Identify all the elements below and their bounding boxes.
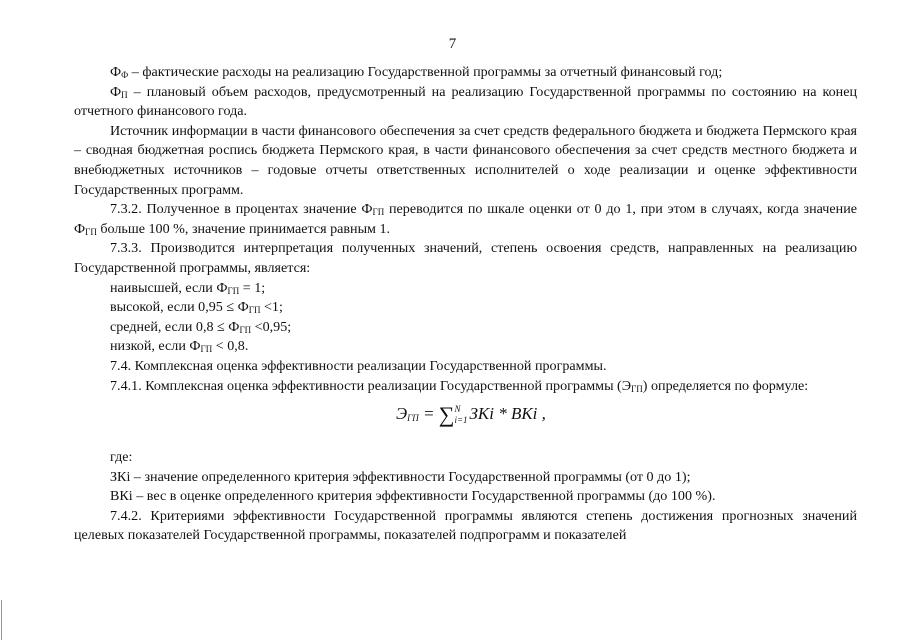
clause-7-4-2: 7.4.2. Критериями эффективности Государственной программы являются степень достижения прогнозных значений целевых показателей Государственной программы, показателей подпрограмм и показателей bbox=[74, 507, 857, 544]
level-highest: наивысшей, если $Ф_{ГП} = 1$; bbox=[110, 279, 266, 296]
efficiency-formula: $Э_{ГП}$ = ∑ N i=1 ЗКi * ВКi , bbox=[396, 402, 546, 428]
clause-7-3-2: 7.3.2. Полученное в процентах значение $Ф_{ГП}$ переводится по шкале оценки от 0 до 1, при этом в случаях, когда значение $Ф_{ГП}$ больше 100 %, значение принимается равным 1. bbox=[74, 201, 857, 237]
level-high: высокой, если $0,95 \le Ф_{ГП} <1$; bbox=[110, 299, 283, 316]
information-source-paragraph: Источник информации в части финансового обеспечения за счет средств федерального бюджета и бюджета Пермского края – сводная бюджетная роспись бюджета Пермского края, в части финансового обеспечения за счет средств местного бюджета и внебюджетных источников – годовые отчеты ответственных исполнителей о ходе реализации и оценке эффективности Государственных программ. bbox=[74, 122, 857, 198]
level-medium: средней, если $0,8 \le Ф_{ГП} <0,95$; bbox=[110, 318, 292, 335]
definition-zki: ЗКi – значение определенного критерия эффективности Государственной программы (от 0 до 1); bbox=[110, 468, 691, 485]
definition-vki: ВКi – вес в оценке определенного критерия эффективности Государственной программы (до 100 %). bbox=[110, 488, 716, 505]
clause-7-4: 7.4. Комплексная оценка эффективности реализации Государственной программы. bbox=[110, 357, 607, 374]
where-label: где: bbox=[110, 449, 133, 466]
clause-7-3-3: 7.3.3. Производится интерпретация полученных значений, степень освоения средств, направленных на реализацию Государственной программы, является: bbox=[74, 240, 857, 276]
definition-actual-expenses: $Ф_Ф$ – фактические расходы на реализацию Государственной программы за отчетный финансовый год; bbox=[110, 64, 723, 80]
document-body bbox=[74, 63, 857, 546]
formula-block bbox=[74, 396, 857, 448]
sum-sign: ∑ bbox=[438, 402, 455, 428]
clause-7-4-1: 7.4.1. Комплексная оценка эффективности реализации Государственной программы $(Э_{ГП})$ определяется по формуле: bbox=[110, 377, 809, 394]
page-number: 7 bbox=[448, 36, 457, 52]
level-low: низкой, если $Ф_{ГП} < 0,8$. bbox=[110, 338, 249, 355]
definition-planned-expenses: $Ф_П$ – плановый объем расходов, предусмотренный на реализацию Государственной программы по состоянию на конец отчетного финансового года. bbox=[74, 83, 857, 120]
sum-limits: N i=1 bbox=[454, 404, 468, 426]
scan-edge bbox=[1, 600, 2, 640]
